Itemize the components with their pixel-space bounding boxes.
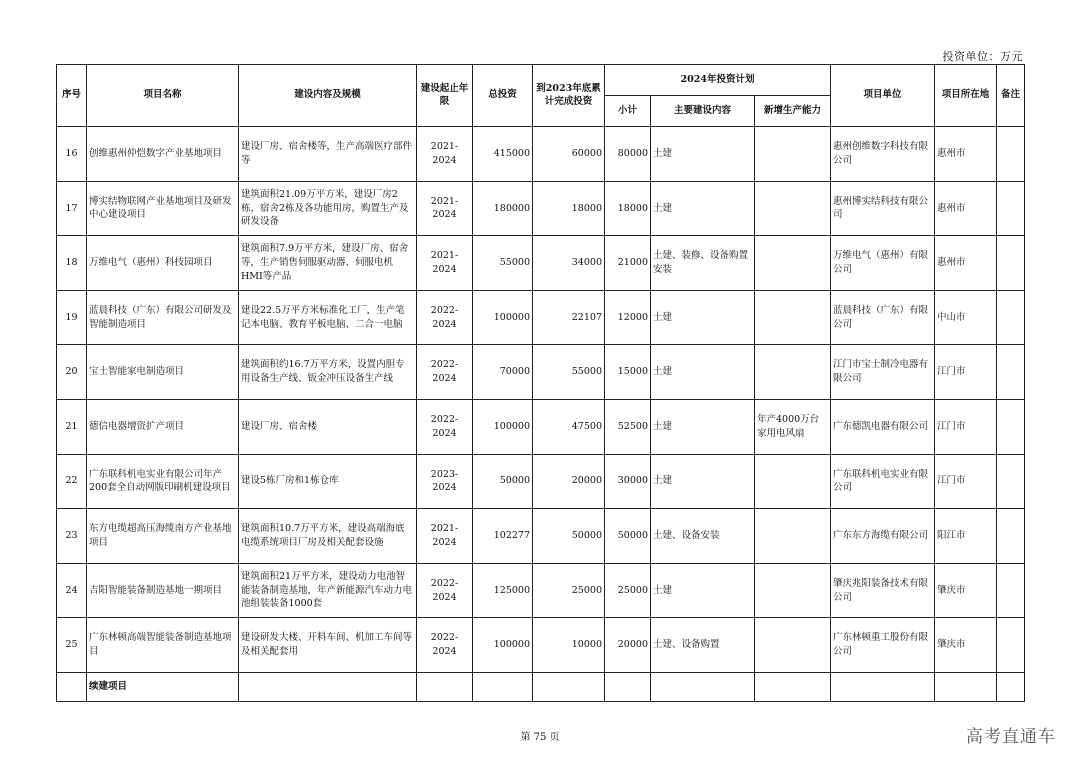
- cell-project-unit: 惠州创维数字科技有限公司: [831, 127, 935, 182]
- cell-new-capacity: [755, 454, 831, 509]
- cell-remark: [997, 399, 1025, 454]
- cell-years: 2021-2024: [417, 127, 473, 182]
- header-subtotal: 小计: [605, 96, 651, 127]
- header-investment-plan: 2024年投资计划: [605, 65, 831, 96]
- cell-main-content: 土建、设备安装: [651, 509, 755, 564]
- cell-completed: 25000: [533, 563, 605, 618]
- table-row: [57, 509, 1025, 564]
- header-project-unit: 项目单位: [831, 65, 935, 127]
- cell-completed: 34000: [533, 236, 605, 291]
- cell-new-capacity: [755, 509, 831, 564]
- header-completed-investment: 到2023年底累计完成投资: [533, 65, 605, 127]
- table-row: [57, 563, 1025, 618]
- cell-content: 建设22.5万平方米标准化工厂，生产笔记本电脑、教育平板电脑、二合一电脑: [239, 290, 417, 345]
- cell-project-name: 创维惠州仲恺数字产业基地项目: [87, 127, 239, 182]
- cell-total: 100000: [473, 399, 533, 454]
- table-row: [57, 454, 1025, 509]
- header-total-investment: 总投资: [473, 65, 533, 127]
- cell-location: 江门市: [935, 399, 997, 454]
- cell-project-name: 广东林顿高端智能装备制造基地项目: [87, 618, 239, 673]
- cell-remark: [997, 509, 1025, 564]
- cell-years: 2021-2024: [417, 509, 473, 564]
- cell-remark: [997, 345, 1025, 400]
- header-main-content: 主要建设内容: [651, 96, 755, 127]
- cell-new-capacity: 年产4000万台家用电风扇: [755, 399, 831, 454]
- cell-seq: 21: [57, 399, 87, 454]
- cell-seq: 18: [57, 236, 87, 291]
- cell-remark: [997, 181, 1025, 236]
- cell-project-name: 万维电气（惠州）科技园项目: [87, 236, 239, 291]
- cell-project-name: 蓝晨科技（广东）有限公司研发及智能制造项目: [87, 290, 239, 345]
- cell-main-content: 土建: [651, 127, 755, 182]
- cell-completed: 55000: [533, 345, 605, 400]
- cell-project-name: 宝士智能家电制造项目: [87, 345, 239, 400]
- cell-project-name: 吉阳智能装备制造基地一期项目: [87, 563, 239, 618]
- cell-remark: [997, 563, 1025, 618]
- cell-project-unit: 江门市宝士制冷电器有限公司: [831, 345, 935, 400]
- header-location: 项目所在地: [935, 65, 997, 127]
- cell-location: 中山市: [935, 290, 997, 345]
- cell-content: 建设研发大楼、开料车间、机加工车间等及相关配套用: [239, 618, 417, 673]
- cell-seq: 23: [57, 509, 87, 564]
- cell-years: 2022-2024: [417, 563, 473, 618]
- cell-completed: 20000: [533, 454, 605, 509]
- cell-location: 阳江市: [935, 509, 997, 564]
- cell-subtotal: 30000: [605, 454, 651, 509]
- cell-project-name: 德信电器增资扩产项目: [87, 399, 239, 454]
- header-content: 建设内容及规模: [239, 65, 417, 127]
- cell-total: 100000: [473, 290, 533, 345]
- cell-project-name: 东方电缆超高压海缆南方产业基地项目: [87, 509, 239, 564]
- table-row: [57, 618, 1025, 673]
- cell-main-content: 土建、装修、设备购置安装: [651, 236, 755, 291]
- cell-project-unit: 蓝晨科技（广东）有限公司: [831, 290, 935, 345]
- cell-content: 建筑面积10.7万平方米，建设高端海底电缆系统项目厂房及相关配套设施: [239, 509, 417, 564]
- cell-seq: 20: [57, 345, 87, 400]
- page-number: 第 75 页: [520, 732, 560, 743]
- cell-location: 江门市: [935, 345, 997, 400]
- cell-completed: 50000: [533, 509, 605, 564]
- cell-seq: 16: [57, 127, 87, 182]
- cell-remark: [997, 618, 1025, 673]
- cell-remark: [997, 454, 1025, 509]
- cell-new-capacity: [755, 618, 831, 673]
- cell-main-content: 土建: [651, 563, 755, 618]
- cell-remark: [997, 290, 1025, 345]
- cell-content: 建设厂房、宿舍楼: [239, 399, 417, 454]
- cell-new-capacity: [755, 181, 831, 236]
- project-table: [56, 64, 1025, 702]
- cell-new-capacity: [755, 563, 831, 618]
- cell-completed: 47500: [533, 399, 605, 454]
- cell-remark: [997, 236, 1025, 291]
- cell-main-content: 土建: [651, 454, 755, 509]
- cell-location: 惠州市: [935, 127, 997, 182]
- cell-new-capacity: [755, 127, 831, 182]
- table-row: [57, 181, 1025, 236]
- cell-seq: 22: [57, 454, 87, 509]
- cell-new-capacity: [755, 290, 831, 345]
- cell-subtotal: 25000: [605, 563, 651, 618]
- cell-years: 2021-2024: [417, 236, 473, 291]
- cell-remark: [997, 127, 1025, 182]
- cell-project-unit: 广东德凯电器有限公司: [831, 399, 935, 454]
- cell-location: 肇庆市: [935, 618, 997, 673]
- cell-total: 100000: [473, 618, 533, 673]
- cell-seq: 25: [57, 618, 87, 673]
- cell-total: 415000: [473, 127, 533, 182]
- table-row: [57, 399, 1025, 454]
- cell-main-content: 土建: [651, 345, 755, 400]
- cell-completed: 10000: [533, 618, 605, 673]
- cell-main-content: 土建: [651, 181, 755, 236]
- cell-location: 惠州市: [935, 236, 997, 291]
- header-project-name: 项目名称: [87, 65, 239, 127]
- cell-project-unit: 惠州博实结科技有限公司: [831, 181, 935, 236]
- table-row: [57, 345, 1025, 400]
- header-years: 建设起止年限: [417, 65, 473, 127]
- cell-content: 建筑面积21.09万平方米，建设厂房2栋，宿舍2栋及各功能用房，购置生产及研发设备: [239, 181, 417, 236]
- cell-years: 2022-2024: [417, 399, 473, 454]
- cell-total: 180000: [473, 181, 533, 236]
- cell-location: 惠州市: [935, 181, 997, 236]
- cell-subtotal: 12000: [605, 290, 651, 345]
- cell-location: 肇庆市: [935, 563, 997, 618]
- cell-total: 102277: [473, 509, 533, 564]
- header-remark: 备注: [997, 65, 1025, 127]
- header-row: [57, 65, 1025, 96]
- cell-project-name: 广东联科机电实业有限公司年产200套全自动网版印刷机建设项目: [87, 454, 239, 509]
- cell-main-content: 土建: [651, 399, 755, 454]
- table-row: [57, 290, 1025, 345]
- cell-subtotal: 20000: [605, 618, 651, 673]
- cell-years: 2023-2024: [417, 454, 473, 509]
- cell-seq: 17: [57, 181, 87, 236]
- cell-subtotal: 15000: [605, 345, 651, 400]
- cell-content: 建筑面积21万平方米，建设动力电池智能装备制造基地，年产新能源汽车动力电池组装装备1000套: [239, 563, 417, 618]
- cell-content: 建设5栋厂房和1栋仓库: [239, 454, 417, 509]
- cell-seq: 24: [57, 563, 87, 618]
- cell-total: 125000: [473, 563, 533, 618]
- cell-project-unit: 广东东方海缆有限公司: [831, 509, 935, 564]
- cell-years: 2021-2024: [417, 181, 473, 236]
- header-new-capacity: 新增生产能力: [755, 96, 831, 127]
- cell-years: 2022-2024: [417, 618, 473, 673]
- cell-subtotal: 50000: [605, 509, 651, 564]
- cell-project-unit: 广东林顿重工股份有限公司: [831, 618, 935, 673]
- cell-total: 50000: [473, 454, 533, 509]
- cell-content: 建筑面积约16.7万平方米，设置内胆专用设备生产线、钣金冲压设备生产线: [239, 345, 417, 400]
- cell-seq: 19: [57, 290, 87, 345]
- watermark-text: 高考直通车: [966, 727, 1056, 747]
- table-row: [57, 236, 1025, 291]
- section-row: [57, 672, 1025, 701]
- cell-completed: 22107: [533, 290, 605, 345]
- cell-subtotal: 18000: [605, 181, 651, 236]
- investment-unit-note: 投资单位：万元: [942, 50, 1023, 63]
- cell-seq-empty: [57, 672, 87, 701]
- cell-years: 2022-2024: [417, 345, 473, 400]
- section-label: 续建项目: [87, 672, 239, 701]
- cell-completed: 60000: [533, 127, 605, 182]
- cell-location: 江门市: [935, 454, 997, 509]
- cell-new-capacity: [755, 345, 831, 400]
- cell-completed: 18000: [533, 181, 605, 236]
- header-seq: 序号: [57, 65, 87, 127]
- cell-project-unit: 万维电气（惠州）有限公司: [831, 236, 935, 291]
- cell-main-content: 土建、设备购置: [651, 618, 755, 673]
- cell-project-unit: 广东联科机电实业有限公司: [831, 454, 935, 509]
- cell-project-name: 博实结物联网产业基地项目及研发中心建设项目: [87, 181, 239, 236]
- cell-subtotal: 21000: [605, 236, 651, 291]
- cell-main-content: 土建: [651, 290, 755, 345]
- cell-content: 建设厂房、宿舍楼等，生产高端医疗部件等: [239, 127, 417, 182]
- cell-subtotal: 52500: [605, 399, 651, 454]
- cell-project-unit: 肇庆兆阳装备技术有限公司: [831, 563, 935, 618]
- cell-content: 建筑面积7.9万平方米，建设厂房、宿舍等，生产销售伺服驱动器、伺服电机HMI等产品: [239, 236, 417, 291]
- cell-new-capacity: [755, 236, 831, 291]
- cell-total: 70000: [473, 345, 533, 400]
- cell-subtotal: 80000: [605, 127, 651, 182]
- cell-total: 55000: [473, 236, 533, 291]
- cell-years: 2022-2024: [417, 290, 473, 345]
- table-row: [57, 127, 1025, 182]
